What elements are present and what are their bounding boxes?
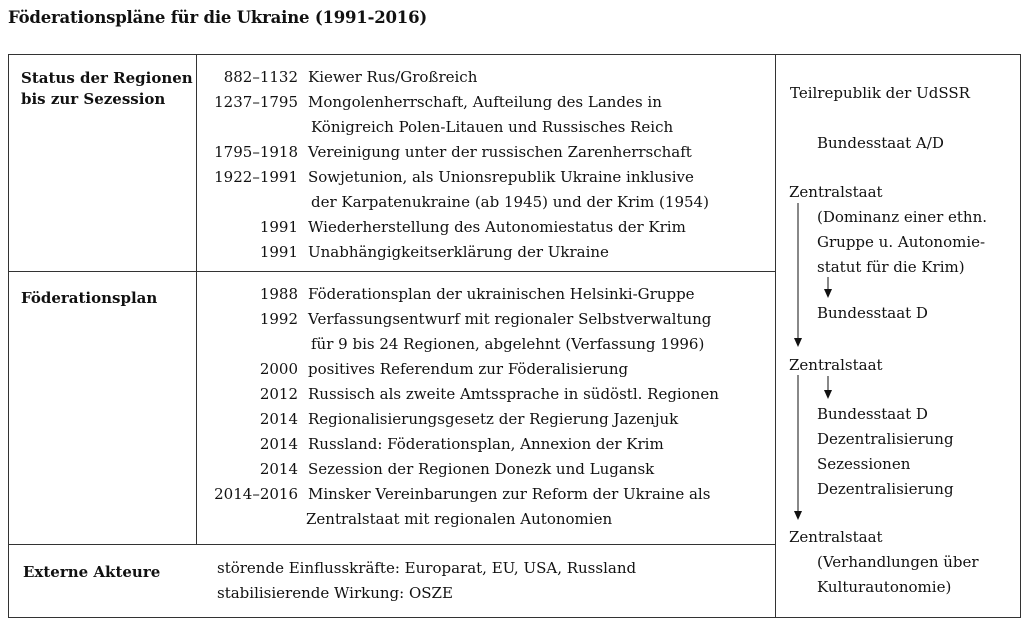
entry-text: Kiewer Rus/Großreich [308, 68, 478, 86]
bundesstaat-d-2-note-3: Dezentralisierung [817, 480, 954, 498]
entry-text-cont: für 9 bis 24 Regionen, abgelehnt (Verfassung 1996) [311, 335, 705, 353]
entry-text: Wiederherstellung des Autonomiestatus der Krim [308, 218, 686, 236]
external-label: Externe Akteure [23, 563, 161, 581]
short-down-arrow-2 [822, 376, 834, 400]
short-down-arrow-1 [822, 277, 834, 299]
entry-text: Verfassungsentwurf mit regionaler Selbstverwaltung [308, 310, 712, 328]
status-label [21, 68, 193, 110]
page-title: Föderationspläne für die Ukraine (1991-2016) [8, 8, 427, 27]
zentralstaat-1-note-2: Gruppe u. Autonomie- [817, 233, 986, 251]
entry-text: Mongolenherrschaft, Aufteilung des Landes in [308, 93, 662, 111]
entry-year: 1237–1795 [214, 93, 298, 111]
entry-year: 2014 [259, 410, 298, 428]
entry-text: Sowjetunion, als Unionsrepublik Ukraine inklusive [308, 168, 694, 186]
entry-year: 1988 [259, 285, 298, 303]
entry-text-cont: Königreich Polen-Litauen und Russisches Reich [311, 118, 674, 136]
zentralstaat-1-note-3: statut für die Krim) [817, 258, 965, 276]
zentralstaat-1-note-1: (Dominanz einer ethn. [817, 208, 988, 226]
entry-text-cont: Zentralstaat mit regionalen Autonomien [306, 510, 613, 528]
entry-text: Minsker Vereinbarungen zur Reform der Ukraine als [308, 485, 711, 503]
column-divider-label [196, 55, 197, 544]
status-label-line1: Status der Regionen [21, 69, 193, 87]
row-divider-2 [9, 544, 775, 545]
external-line-2: stabilisierende Wirkung: OSZE [217, 584, 453, 602]
column-divider-right [775, 55, 776, 617]
entry-text-cont: der Karpatenukraine (ab 1945) und der Krim (1954) [311, 193, 709, 211]
status-label-line2: bis zur Sezession [21, 90, 166, 108]
zentralstaat-3-note-2: Kulturautonomie) [817, 578, 952, 596]
row-divider-1 [9, 271, 775, 272]
zentralstaat-1: Zentralstaat [789, 183, 883, 201]
bundesstaat-d-2-note-2: Sezessionen [817, 455, 911, 473]
federation-table [8, 54, 1021, 618]
entry-text: Föderationsplan der ukrainischen Helsinki-Gruppe [308, 285, 695, 303]
entry-text: Russisch als zweite Amtssprache in südöstl. Regionen [308, 385, 719, 403]
plan-label: Föderationsplan [21, 289, 158, 307]
entry-year: 2014 [259, 435, 298, 453]
entry-year: 1992 [259, 310, 298, 328]
external-line-1: störende Einflusskräfte: Europarat, EU, USA, Russland [217, 559, 637, 577]
zentralstaat-3: Zentralstaat [789, 528, 883, 546]
entry-text: positives Referendum zur Föderalisierung [308, 360, 629, 378]
bundesstaat-d-2-note-1: Dezentralisierung [817, 430, 954, 448]
entry-year: 882–1132 [223, 68, 298, 86]
entry-year: 1922–1991 [214, 168, 298, 186]
entry-year: 2014–2016 [214, 485, 298, 503]
long-down-arrow-2 [792, 375, 804, 521]
entry-text: Regionalisierungsgesetz der Regierung Jazenjuk [308, 410, 679, 428]
entry-text: Russland: Föderationsplan, Annexion der Krim [308, 435, 664, 453]
bundesstaat-ad: Bundesstaat A/D [817, 134, 944, 152]
zentralstaat-3-note-1: (Verhandlungen über [817, 553, 979, 571]
long-down-arrow-1 [792, 203, 804, 348]
entry-year: 1795–1918 [214, 143, 298, 161]
entry-year: 2000 [259, 360, 298, 378]
teilrepublik-text: Teilrepublik der UdSSR [790, 84, 970, 102]
bundesstaat-d-1: Bundesstaat D [817, 304, 928, 322]
entry-year: 2014 [259, 460, 298, 478]
entry-text: Unabhängigkeitserklärung der Ukraine [308, 243, 609, 261]
entry-text: Sezession der Regionen Donezk und Lugansk [308, 460, 655, 478]
entry-year: 1991 [259, 218, 298, 236]
entry-year: 1991 [259, 243, 298, 261]
entry-year: 2012 [259, 385, 298, 403]
entry-text: Vereinigung unter der russischen Zarenherrschaft [308, 143, 692, 161]
zentralstaat-2: Zentralstaat [789, 356, 883, 374]
bundesstaat-d-2: Bundesstaat D [817, 405, 928, 423]
